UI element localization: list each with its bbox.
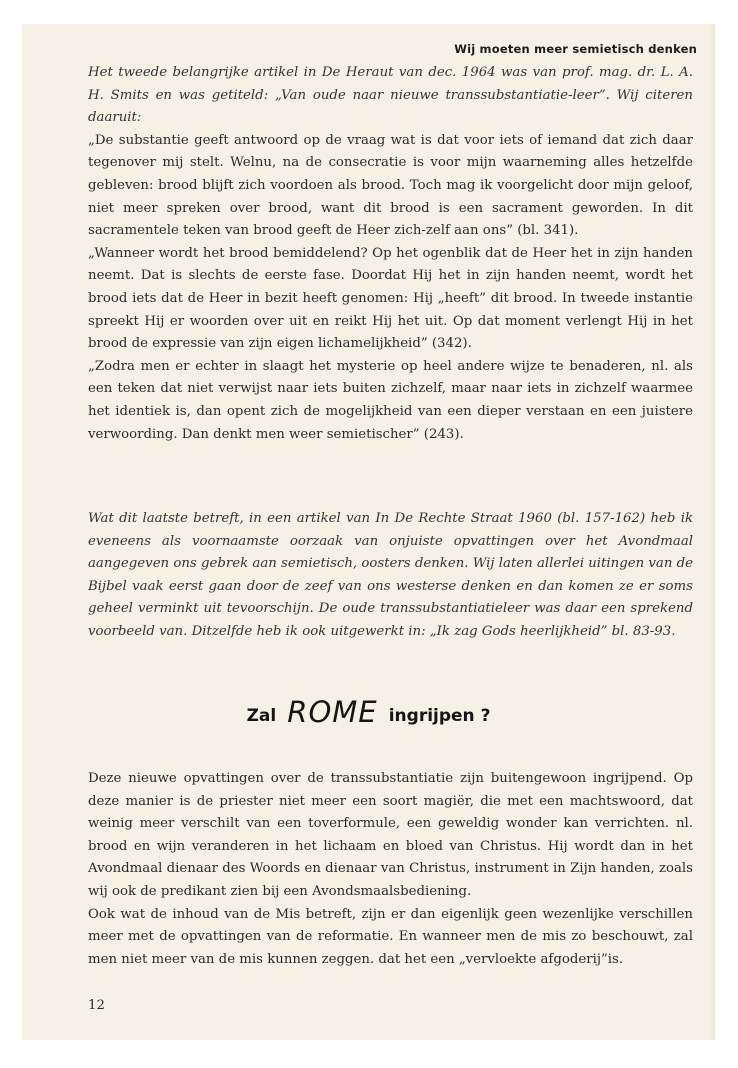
body-block — [88, 768, 693, 971]
heading-word-after: ingrijpen ? — [388, 706, 491, 726]
quote-paragraph-1: „De substantie geeft antwoord op de vraag wat is dat voor iets of iemand dat zich daar tegenover mij stelt. Welnu, na de consecratie is voor mijn waarneming alles hetzelfde gebleven: brood blijft zich voordoen als brood. Toch mag ik voorgelicht door mijn geloof, niet meer spreken over brood, want dit brood is een sacrament geworden. In dit sacramentele teken van brood geeft de Heer zich-zelf aan ons” (bl. 341). — [88, 132, 693, 239]
quote-paragraph-3: „Zodra men er echter in slaagt het mysterie op heel andere wijze te benaderen, nl. als een teken dat niet verwijst naar iets buiten zichzelf, maar naar iets in zichzelf waarmee het identiek is, dan opent zich de mogelijkheid van een dieper verstaan en een juistere verwoording. Dan denkt men weer semietischer” (243). — [88, 358, 693, 442]
commentary-paragraph: Wat dit laatste betreft, in een artikel van In De Rechte Straat 1960 (bl. 157-162) heb ik eveneens als voornaamste oorzaak van onjuiste opvattingen over het Avondmaal aangegeven ons gebrek aan semietisch, oosters denken. Wij laten allerlei uitingen van de Bijbel vaak eerst gaan door de zeef van ons westerse denken en dan komen ze er soms geheel verminkt uit tevoorschijn. De oude transsubstantiatieleer was daar een sprekend voorbeeld van. Ditzelfde heb ik ook uitgewerkt in: „Ik zag Gods heerlijkheid” bl. 83-93. — [88, 511, 693, 639]
running-head: Wij moeten meer semietisch denken — [454, 42, 697, 56]
heading-word-before: Zal — [246, 706, 277, 726]
quote-paragraph-2: „Wanneer wordt het brood bemiddelend? Op het ogenblik dat de Heer het in zijn handen neemt. Dat is slechts de eerste fase. Doordat Hij het in zijn handen neemt, wordt het brood iets dat de Heer in bezit heeft genomen: Hij „heeft” dit brood. In tweede instantie spreekt Hij er woorden over uit en reikt Hij het uit. Op dat moment verlengt Hij in het brood de expressie van zijn eigen lichamelijkheid” (342). — [88, 245, 693, 352]
body-paragraph-1: Deze nieuwe opvattingen over de transsubstantiatie zijn buitengewoon ingrijpend. Op deze manier is de priester niet meer een soort magiër, die met een machtswoord, dat weinig meer verschilt van een toverformule, een geweldig wonder kan verrichten. nl. brood en wijn veranderen in het lichaam en bloed van Christus. Hij wordt dan in het Avondmaal dienaar des Woords en dienaar van Christus, instrument in Zijn handen, zoals wij ook de predikant zien bij een Avondsmaalsbediening. — [88, 771, 693, 899]
commentary-block — [88, 508, 693, 644]
body-paragraph-2: Ook wat de inhoud van de Mis betreft, zijn er dan eigenlijk geen wezenlijke verschillen meer met de opvattingen van de reformatie. En wanneer men de mis zo beschouwt, zal men niet meer van de mis kunnen zeggen. dat het een „vervloekte afgoderij”is. — [88, 906, 693, 967]
book-page — [22, 24, 715, 1040]
quotation-block — [88, 62, 693, 446]
heading-emphasis: ROME — [287, 695, 378, 729]
page-edge-shadow — [709, 24, 715, 1040]
section-heading — [22, 694, 715, 728]
page-number: 12 — [88, 998, 105, 1013]
intro-paragraph: Het tweede belangrijke artikel in De Heraut van dec. 1964 was van prof. mag. dr. L. A. H. Smits en was getiteld: „Van oude naar nieuwe transsubstantiatie-leer”. Wij citeren daaruit: — [88, 65, 693, 126]
